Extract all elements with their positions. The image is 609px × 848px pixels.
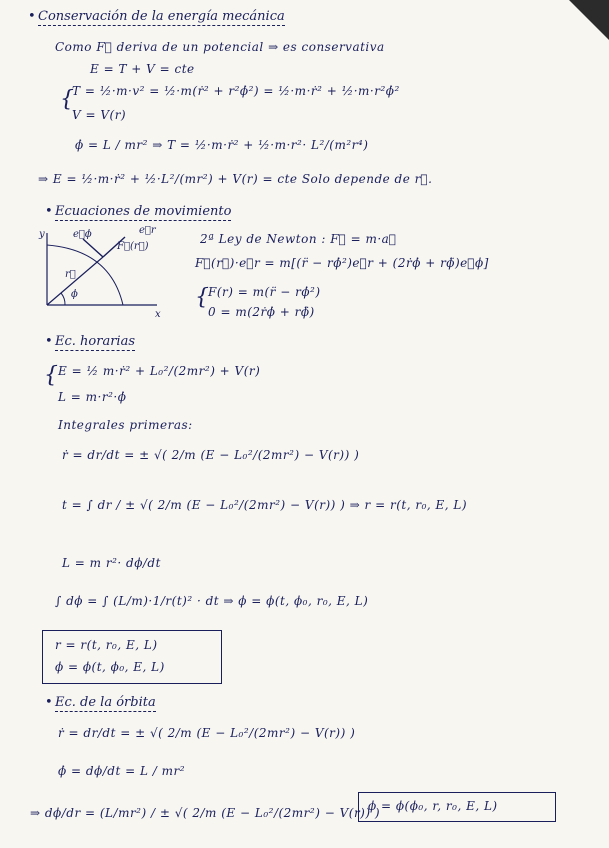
energy-line-1: Como F⃗ deriva de un potencial ⇒ es conservativa bbox=[55, 40, 385, 54]
hourly-line-3: ṙ = dr/dt = ± √( 2/m (E − L₀²/(2mr²) − V(r)) ) bbox=[62, 448, 360, 462]
hourly-line-1: E = ½ m·ṙ² + L₀²/(2mr²) + V(r) bbox=[58, 364, 261, 378]
left-brace-2: { bbox=[195, 285, 210, 310]
left-brace-3: { bbox=[44, 363, 59, 388]
fig-ephi-label: e⃗ϕ bbox=[73, 229, 92, 240]
fig-x-label: x bbox=[155, 309, 161, 320]
polar-diagram bbox=[35, 225, 165, 320]
hourly-line-4: t = ∫ dr / ± √( 2/m (E − L₀²/(2mr²) − V(r)) ) ⇒ r = r(t, r₀, E, L) bbox=[62, 498, 468, 512]
fig-y-label: y bbox=[39, 229, 45, 240]
section-energy-title: • Conservación de la energía mecánica bbox=[28, 9, 285, 24]
motion-line-4: 0 = m(2ṙϕ̇ + rϕ̈) bbox=[208, 305, 315, 319]
motion-line-2: F⃗(r⃗)·e⃗r = m[(r̈ − rϕ̇²)e⃗r + (2ṙϕ̇ + rϕ̈)e⃗ϕ] bbox=[195, 256, 489, 270]
energy-line-5: ϕ̇ = L / mr² ⇒ T = ½·m·ṙ² + ½·m·r²· L²/(m²r⁴) bbox=[75, 138, 369, 152]
hourly-line-2: L = m·r²·ϕ̇ bbox=[58, 390, 127, 404]
page-corner bbox=[569, 0, 609, 40]
hourly-line-5: L = m r²· dϕ/dt bbox=[62, 556, 161, 570]
energy-line-2: E = T + V = cte bbox=[90, 62, 195, 76]
energy-line-4: V = V(r) bbox=[72, 108, 127, 122]
left-brace-1: { bbox=[60, 87, 75, 112]
energy-line-6: ⇒ E = ½·m·ṙ² + ½·L²/(mr²) + V(r) = cte Solo depende de r⃗. bbox=[38, 172, 433, 186]
fig-phi-label: ϕ bbox=[71, 289, 78, 300]
section-hourly-title: • Ec. horarias bbox=[45, 334, 135, 349]
fig-er-label: e⃗r bbox=[139, 225, 156, 236]
orbit-line-1: ṙ = dr/dt = ± √( 2/m (E − L₀²/(2mr²) − V(r)) ) bbox=[58, 726, 356, 740]
hourly-box-line-2: ϕ = ϕ(t, ϕ₀, E, L) bbox=[55, 660, 165, 674]
hourly-line-6: ∫ dϕ = ∫ (L/m)·1/r(t)² · dt ⇒ ϕ = ϕ(t, ϕ₀, r₀, E, L) bbox=[55, 594, 369, 608]
section-motion-title: • Ecuaciones de movimiento bbox=[45, 204, 232, 219]
orbit-line-3: ⇒ dϕ/dr = (L/mr²) / ± √( 2/m (E − L₀²/(2mr²) − V(r)) ) bbox=[30, 806, 381, 820]
hourly-subtitle: Integrales primeras: bbox=[58, 418, 193, 432]
energy-line-3: T = ½·m·v² = ½·m(ṙ² + r²ϕ̇²) = ½·m·ṙ² + ½·m·r²ϕ̇² bbox=[72, 84, 400, 98]
orbit-line-2: ϕ̇ = dϕ/dt = L / mr² bbox=[58, 764, 186, 778]
section-orbit-title: • Ec. de la órbita bbox=[45, 695, 156, 710]
fig-r-label: r⃗ bbox=[65, 269, 76, 280]
fig-force-label: F⃗(r⃗) bbox=[117, 241, 149, 252]
orbit-box-line: ϕ = ϕ(ϕ₀, r, r₀, E, L) bbox=[368, 799, 498, 813]
motion-line-1: 2ª Ley de Newton : F⃗ = m·a⃗ bbox=[200, 232, 397, 246]
motion-line-3: F(r) = m(r̈ − rϕ̇²) bbox=[208, 285, 321, 299]
hourly-box-line-1: r = r(t, r₀, E, L) bbox=[55, 638, 158, 652]
